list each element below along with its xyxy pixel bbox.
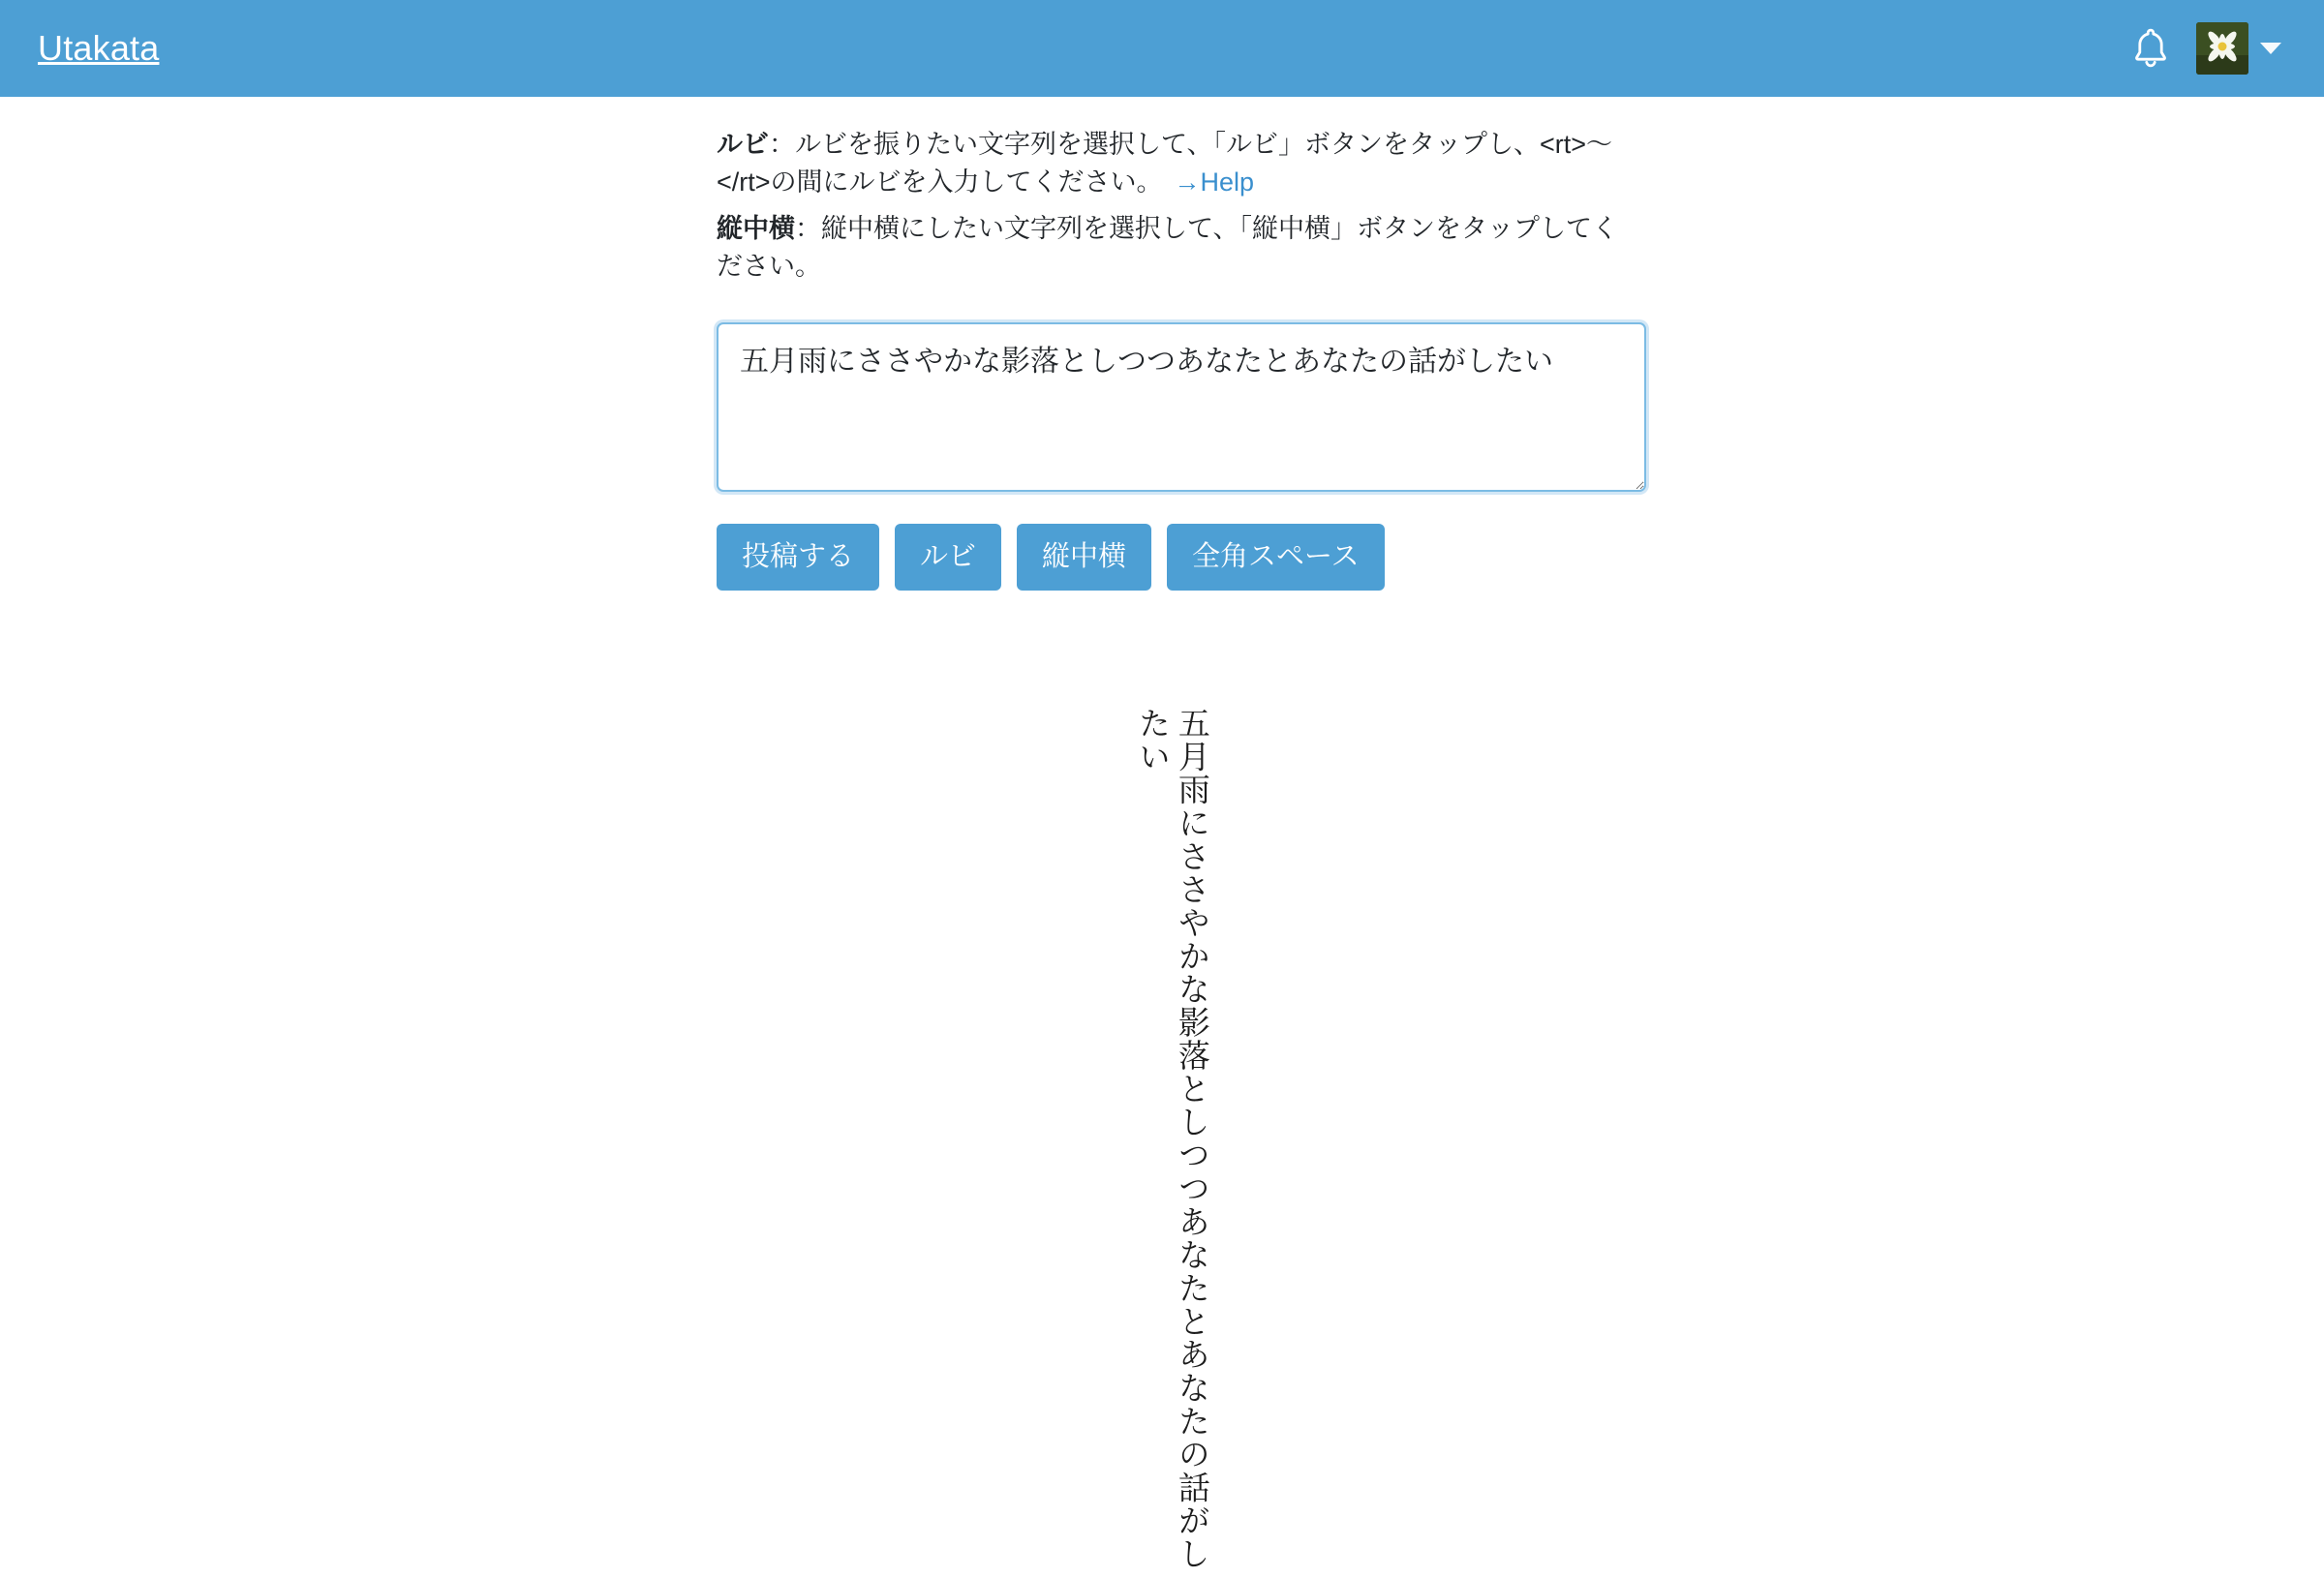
brand-logo[interactable]: Utakata — [38, 28, 160, 68]
vertical-preview — [0, 707, 2324, 1578]
fullwidth-space-button[interactable]: 全角スペース — [1167, 524, 1385, 591]
instruction-ruby-label: ルビ — [717, 130, 769, 159]
action-button-row — [717, 524, 1646, 591]
bell-icon[interactable] — [2130, 26, 2171, 71]
vertical-preview-text: 五月雨にささやかな影落としつつあなたとあなたの話がしたい — [1134, 707, 1211, 1571]
composer-panel — [717, 126, 1646, 591]
avatar[interactable] — [2196, 22, 2248, 75]
instructions — [717, 126, 1646, 287]
instruction-tatechuyoko — [717, 210, 1638, 286]
instruction-ruby — [717, 126, 1638, 201]
tatechuyoko-button[interactable]: 縦中横 — [1017, 524, 1151, 591]
instruction-tatechuyoko-text: ：縦中横にしたい文字列を選択して、「縦中横」ボタンをタップしてください。 — [717, 214, 1618, 282]
avatar-menu[interactable] — [2196, 22, 2281, 75]
help-link[interactable]: →Help — [1174, 167, 1255, 197]
navbar-right-group — [2130, 22, 2291, 75]
instruction-tatechuyoko-label: 縦中横 — [717, 214, 795, 244]
top-navbar — [0, 0, 2324, 97]
post-button[interactable]: 投稿する — [717, 524, 879, 591]
instruction-ruby-text: ：ルビを振りたい文字列を選択して、「ルビ」ボタンをタップし、<rt>〜</rt>の間にルビを入力してください。 — [717, 130, 1612, 197]
caret-down-icon[interactable] — [2260, 43, 2281, 54]
compose-textarea[interactable] — [717, 322, 1646, 492]
ruby-button[interactable]: ルビ — [895, 524, 1001, 591]
